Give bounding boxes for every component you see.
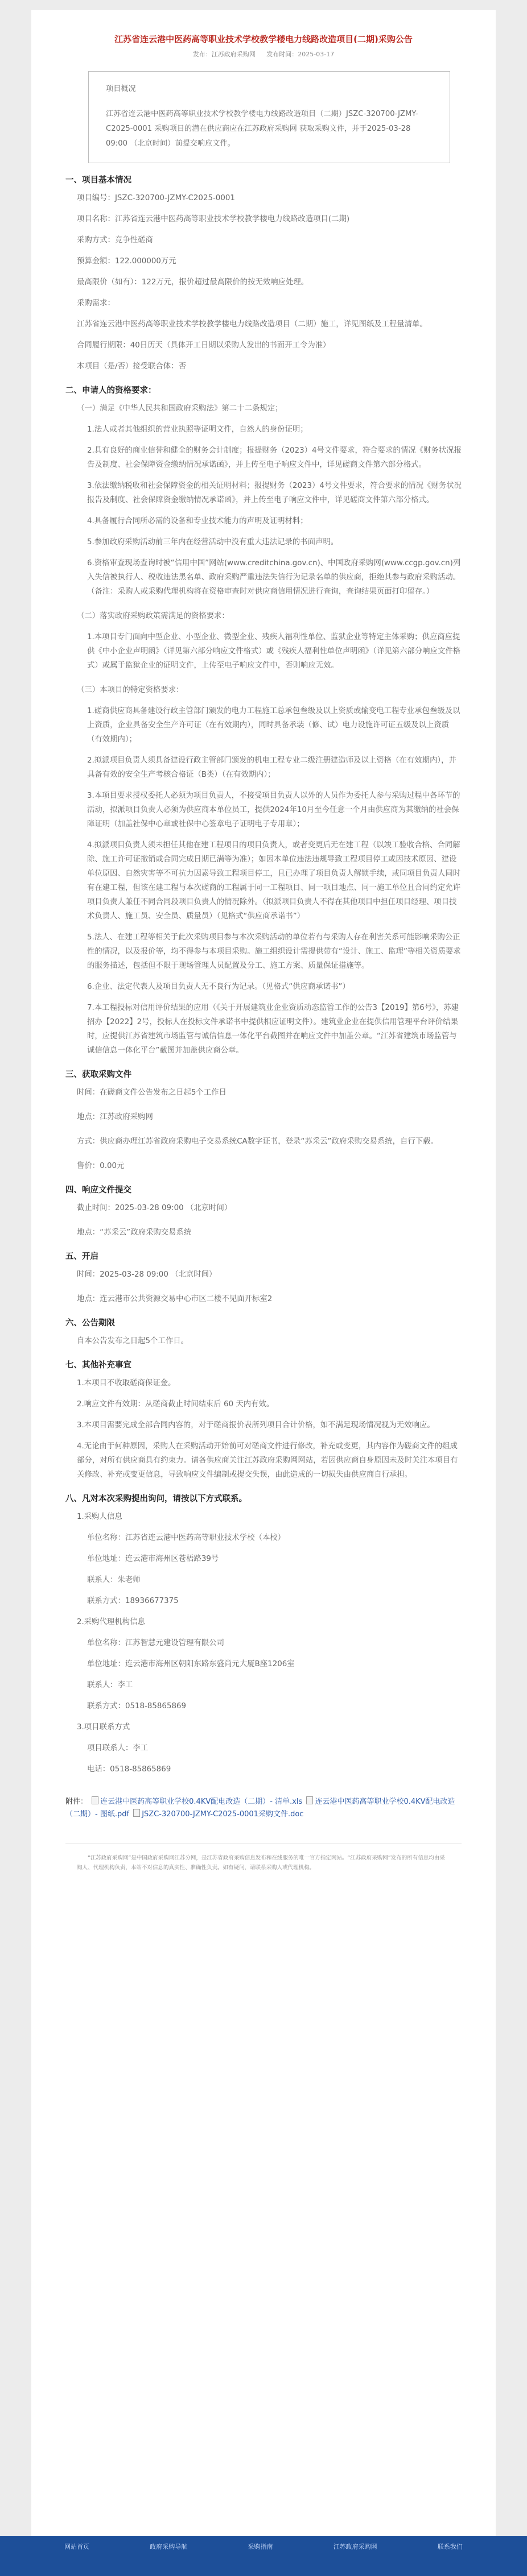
- qual-a2: 2.具有良好的商业信誉和健全的财务会计制度；报提财务（2023）4号文件要求，符合要求的情况《财务状况报告及制度、社会保障资金缴纳情况承诺函》，并上传至电子响应文件中，详见磋商文件第六部分格式。: [87, 446, 462, 469]
- project-number: 项目编号：JSZC-320700-JZMY-C2025-0001: [77, 194, 235, 202]
- attachment-link-2[interactable]: 连云港中医药高等职业学校0.4KV配电改造（二期）- 图纸.pdf: [65, 1798, 455, 1819]
- attachment-link-1[interactable]: 连云港中医药高等职业学校0.4KV配电改造（二期）- 清单.xls: [100, 1798, 303, 1806]
- qual-c2: 2.拟派项目负责人须具备建设行政主管部门颁发的机电工程专业二级注册建造师及以上资格（在有效期内），并具备有效的安全生产考核合格证（B类）（在有效期内）；: [87, 756, 456, 779]
- period-text: 自本公告发布之日起5个工作日。: [77, 1337, 188, 1345]
- attachment-link-3[interactable]: JSZC-320700-JZMY-C2025-0001采购文件.doc: [142, 1810, 304, 1819]
- open-time: 时间：2025-03-28 09:00 （北京时间）: [77, 1270, 217, 1279]
- page-title: 江苏省连云港中医药高等职业技术学校教学楼电力线路改造项目(二期)采购公告: [114, 34, 413, 44]
- purchaser-name: 单位名称：江苏省连云港中医药高等职业技术学校（本校）: [87, 1534, 286, 1542]
- file-icon: [306, 1796, 313, 1804]
- section-extra: 七、其他补充事宜: [65, 1361, 131, 1370]
- budget: 预算金额：122.000000万元: [77, 257, 176, 266]
- obtain-method: 方式：供应商办理江苏省政府采购电子交易系统CA数字证书，登录“苏采云”政府采购交易系统，自行下载。: [77, 1137, 438, 1146]
- footer-link-site[interactable]: 江苏政府采购网: [333, 2543, 377, 2550]
- project-name: 项目名称：江苏省连云港中医药高等职业技术学校教学楼电力线路改造项目(二期): [77, 215, 350, 223]
- qual-b1: 1.本项目专门面向中型企业、小型企业、微型企业、残疾人福利性单位、监狱企业等特定主体采购；供应商应提供《中小企业声明函》（详见第六部分响应文件格式）或《残疾人福利性单位声明函》（详见第六部分响应文件格式）或属于监狱企业的证明文件，上传至电子响应文件中，否则响应无效。: [87, 633, 461, 670]
- extra-1: 1.本项目不收取磋商保证金。: [77, 1379, 176, 1388]
- project-contact-heading: 3.项目联系方式: [77, 1723, 130, 1732]
- section-qualifications: 二、申请人的资格要求：: [65, 386, 157, 395]
- qual-a6: 6.资格审查现场查询时被“信用中国”网站(www.creditchina.gov.cn)、中国政府采购网(www.ccgp.gov.cn)列入失信被执行人、税收违法黑名单、政府采购严重违法失信行为记录名单的供应商，拒绝其参与政府采购活动。（备注：采购人或采购代理机构将在资格审查时对供应商信用情况进行查询，查询结果页面打印留存。）: [87, 559, 461, 596]
- qual-c4: 4.拟派项目负责人须未担任其他在建工程项目的项目负责人，或者变更后无在建工程（以竣工验收合格、合同解除、施工许可证撤销或合同完成日期已满等为准）；如因本单位违法违规导致工程项目停工或因技术原因、建设单位原因、自然灾害等不可抗力因素导致工程项目停工，且已办理了项目负责人解锁手续，或同项目负责人同时有在建工程，但该在建工程与本次磋商的工程属于同一工程项目、同一项目地点、同一施工单位且合同约定允许项目负责人兼任不同合同段项目负责人的情况除外。（拟派项目负责人不得在其他项目中担任项目经理、项目技术负责人、施工员、安全员、质量员）（见格式“供应商承诺书”）: [87, 841, 461, 921]
- section-open: 五、开启: [65, 1252, 98, 1261]
- agency-name: 单位名称：江苏智慧元建设管理有限公司: [87, 1639, 225, 1647]
- qual-b0: （二）落实政府采购政策需满足的资格要求：: [77, 612, 229, 620]
- site-footer: [0, 2536, 527, 2576]
- purchaser-phone: 联系方式：18936677375: [87, 1597, 179, 1605]
- extra-3: 3.本项目需要完成全部合同内容的，对于磋商报价表所列项目合计价格，如不满足现场情况视为无效响应。: [77, 1421, 435, 1430]
- qual-c6: 6.企业、法定代表人及项目负责人无不良行为记录。（见格式“供应商承诺书”）: [87, 983, 350, 991]
- footer-nav: [0, 2536, 527, 2551]
- qual-c1: 1.磋商供应商具备建设行政主管部门颁发的电力工程施工总承包叁级及以上资质或输变电工程专业承包叁级及以上资质，企业具备安全生产许可证（在有效期内），同时具备承装（修、试）电力设施许可证五级及以上资质（有效期内）；: [87, 707, 460, 744]
- section-contact: 八、凡对本次采购提出询问，请按以下方式联系。: [65, 1494, 247, 1504]
- qual-a0: （一）满足《中华人民共和国政府采购法》第二十二条规定；: [77, 404, 283, 413]
- overview-body: 江苏省连云港中医药高等职业技术学校教学楼电力线路改造项目（二期）JSZC-320700-JZMY-C2025-0001 采购项目的潜在供应商应在江苏政府采购网 获取采购文件，并于2025-03-28 09:00 （北京时间）前提交响应文件。: [106, 110, 418, 148]
- footer-link-nav[interactable]: 政府采购导航: [150, 2543, 188, 2550]
- procurement-method: 采购方式：竞争性磋商: [77, 236, 153, 245]
- source-label: 发布：江苏政府采购网: [192, 51, 256, 58]
- footer-link-contact[interactable]: 联系我们: [437, 2543, 463, 2550]
- requirements-text: 江苏省连云港中医药高等职业技术学校教学楼电力线路改造项目（二期）施工，详见图纸及工程量清单。: [77, 320, 427, 329]
- section-obtain-docs: 三、获取采购文件: [65, 1070, 131, 1079]
- contract-period: 合同履行期限：40日历天（具体开工日期以采购人发出的书面开工令为准）: [77, 341, 331, 350]
- obtain-place: 地点：江苏政府采购网: [77, 1113, 153, 1121]
- obtain-time: 时间：在磋商文件公告发布之日起5个工作日: [77, 1088, 227, 1097]
- agency-address: 单位地址：连云港市海州区朝阳东路东盛尚元大厦B座1206室: [87, 1660, 295, 1668]
- section-period: 六、公告期限: [65, 1319, 115, 1328]
- content: [31, 71, 496, 1907]
- purchaser-contact: 联系人：朱老师: [87, 1576, 141, 1584]
- agency-phone: 联系方式：0518-85865869: [87, 1702, 187, 1711]
- qual-c3: 3.本项目要求授权委托人必须为项目负责人，不接受项目负责人以外的人员作为委托人参与采购过程中各环节的活动，拟派项目负责人必须为供应商本单位员工，提供2024年10月至今任意一个月由供应商为其缴纳的社会保障证明（加盖社保中心章或社保中心签章电子证明电子专用章）；: [87, 792, 460, 829]
- disclaimer: “江苏政府采购网”是中国政府采购网江苏分网，是江苏省政府采购信息发布和在线服务的唯一官方指定网站。“江苏政府采购网”发布的所有信息均由采购人、代理机构负责，本站不对信息的真实性、准确性负责。如有疑问，请联系采购人或代理机构。: [65, 1844, 462, 1873]
- qual-c0: （三）本项目的特定资格要求：: [77, 686, 184, 694]
- qual-a4: 4.具备履行合同所必需的设备和专业技术能力的声明及证明材料；: [87, 517, 308, 525]
- footer-link-home[interactable]: 网站首页: [64, 2543, 90, 2550]
- qual-a5: 5.参加政府采购活动前三年内在经营活动中没有重大违法记录的书面声明。: [87, 538, 339, 546]
- submit-deadline: 截止时间：2025-03-28 09:00 （北京时间）: [77, 1204, 232, 1212]
- submit-place: 地点：“苏采云”政府采购交易系统: [77, 1228, 192, 1237]
- attachments: [65, 1796, 462, 1821]
- project-contact-phone: 电话：0518-85865869: [87, 1765, 171, 1774]
- purchaser-address: 单位地址：连云港市海州区苍梧路39号: [87, 1555, 219, 1563]
- notice-page: [31, 10, 496, 2557]
- publish-date: 发布时间：2025-03-17: [266, 51, 335, 58]
- max-price: 最高限价（如有）：122万元，报价超过最高限价的按无效响应处理。: [77, 278, 309, 287]
- file-icon: [133, 1809, 140, 1817]
- overview-heading: 项目概况: [106, 85, 136, 93]
- project-contact-person: 项目联系人：李工: [87, 1744, 149, 1753]
- consortium: 本项目（是/否）接受联合体：否: [77, 362, 186, 371]
- agency-heading: 2.采购代理机构信息: [77, 1618, 145, 1626]
- attachments-label: 附件：: [65, 1798, 88, 1806]
- overview-box: [88, 71, 450, 163]
- qual-c7: 7.本工程投标对信用评价结果的应用（《关于开展建筑业企业资质动态监管工作的公告3【2019】第6号》，苏建招办【2022】2号，投标人在投标文件承诺书中提供相应证明文件）。建筑业企业在提供信用管理平台评价结果时，应提供江苏省建筑市场监管与诚信信息一体化平台截图并在响应文件中加盖公章。“江苏省建筑市场监管与诚信信息一体化平台”截图并加盖供应商公章。: [87, 1004, 459, 1055]
- agency-contact: 联系人：李工: [87, 1681, 133, 1689]
- footer-link-guide[interactable]: 采购指南: [248, 2543, 273, 2550]
- open-place: 地点：连云港市公共资源交易中心市区二楼不见面开标室2: [77, 1295, 273, 1303]
- extra-2: 2.响应文件有效期：从磋商截止时间结束后 60 天内有效。: [77, 1400, 274, 1409]
- qual-c5: 5.法人、在建工程等相关于此次采购项目参与本次采购活动的单位若有与采购人存在利害关系可能影响采购公正性的情况，以及报价等，均不得参与本项目采购。施工组织设计需提供带有“设计、施工、监理”等相关资质要求的服务描述，包括但不限于现场管理人员配置及分工、施工方案、质量保证措施等。: [87, 933, 461, 970]
- extra-4: 4.无论由于何种原因，采购人在采购活动开始前可对磋商文件进行修改，补充或变更，其内容作为磋商文件的组成部分，对所有供应商具有约束力。请各供应商关注江苏政府采购网网站，若因供应商自身原因未及时关注本项目有关修改、补充或变更信息，导致响应文件编制或提交失误，由此造成的一切损失由供应商自行承担。: [77, 1442, 458, 1479]
- purchaser-heading: 1.采购人信息: [77, 1513, 122, 1521]
- qual-a3: 3.依法缴纳税收和社会保障资金的相关证明材料；报提财务（2023）4号文件要求，符合要求的情况《财务状况报告及制度、社会保障资金缴纳情况承诺函》，并上传至电子响应文件中，详见磋商文件第六部分格式。: [87, 482, 462, 504]
- section-submit: 四、响应文件提交: [65, 1186, 131, 1195]
- qual-a1: 1.法人或者其他组织的营业执照等证明文件，自然人的身份证明；: [87, 425, 308, 434]
- obtain-price: 售价：0.00元: [77, 1162, 125, 1170]
- section-basic-info: 一、项目基本情况: [65, 176, 131, 185]
- meta-line: [31, 49, 496, 59]
- requirements-label: 采购需求：: [77, 299, 115, 308]
- file-icon: [92, 1796, 98, 1804]
